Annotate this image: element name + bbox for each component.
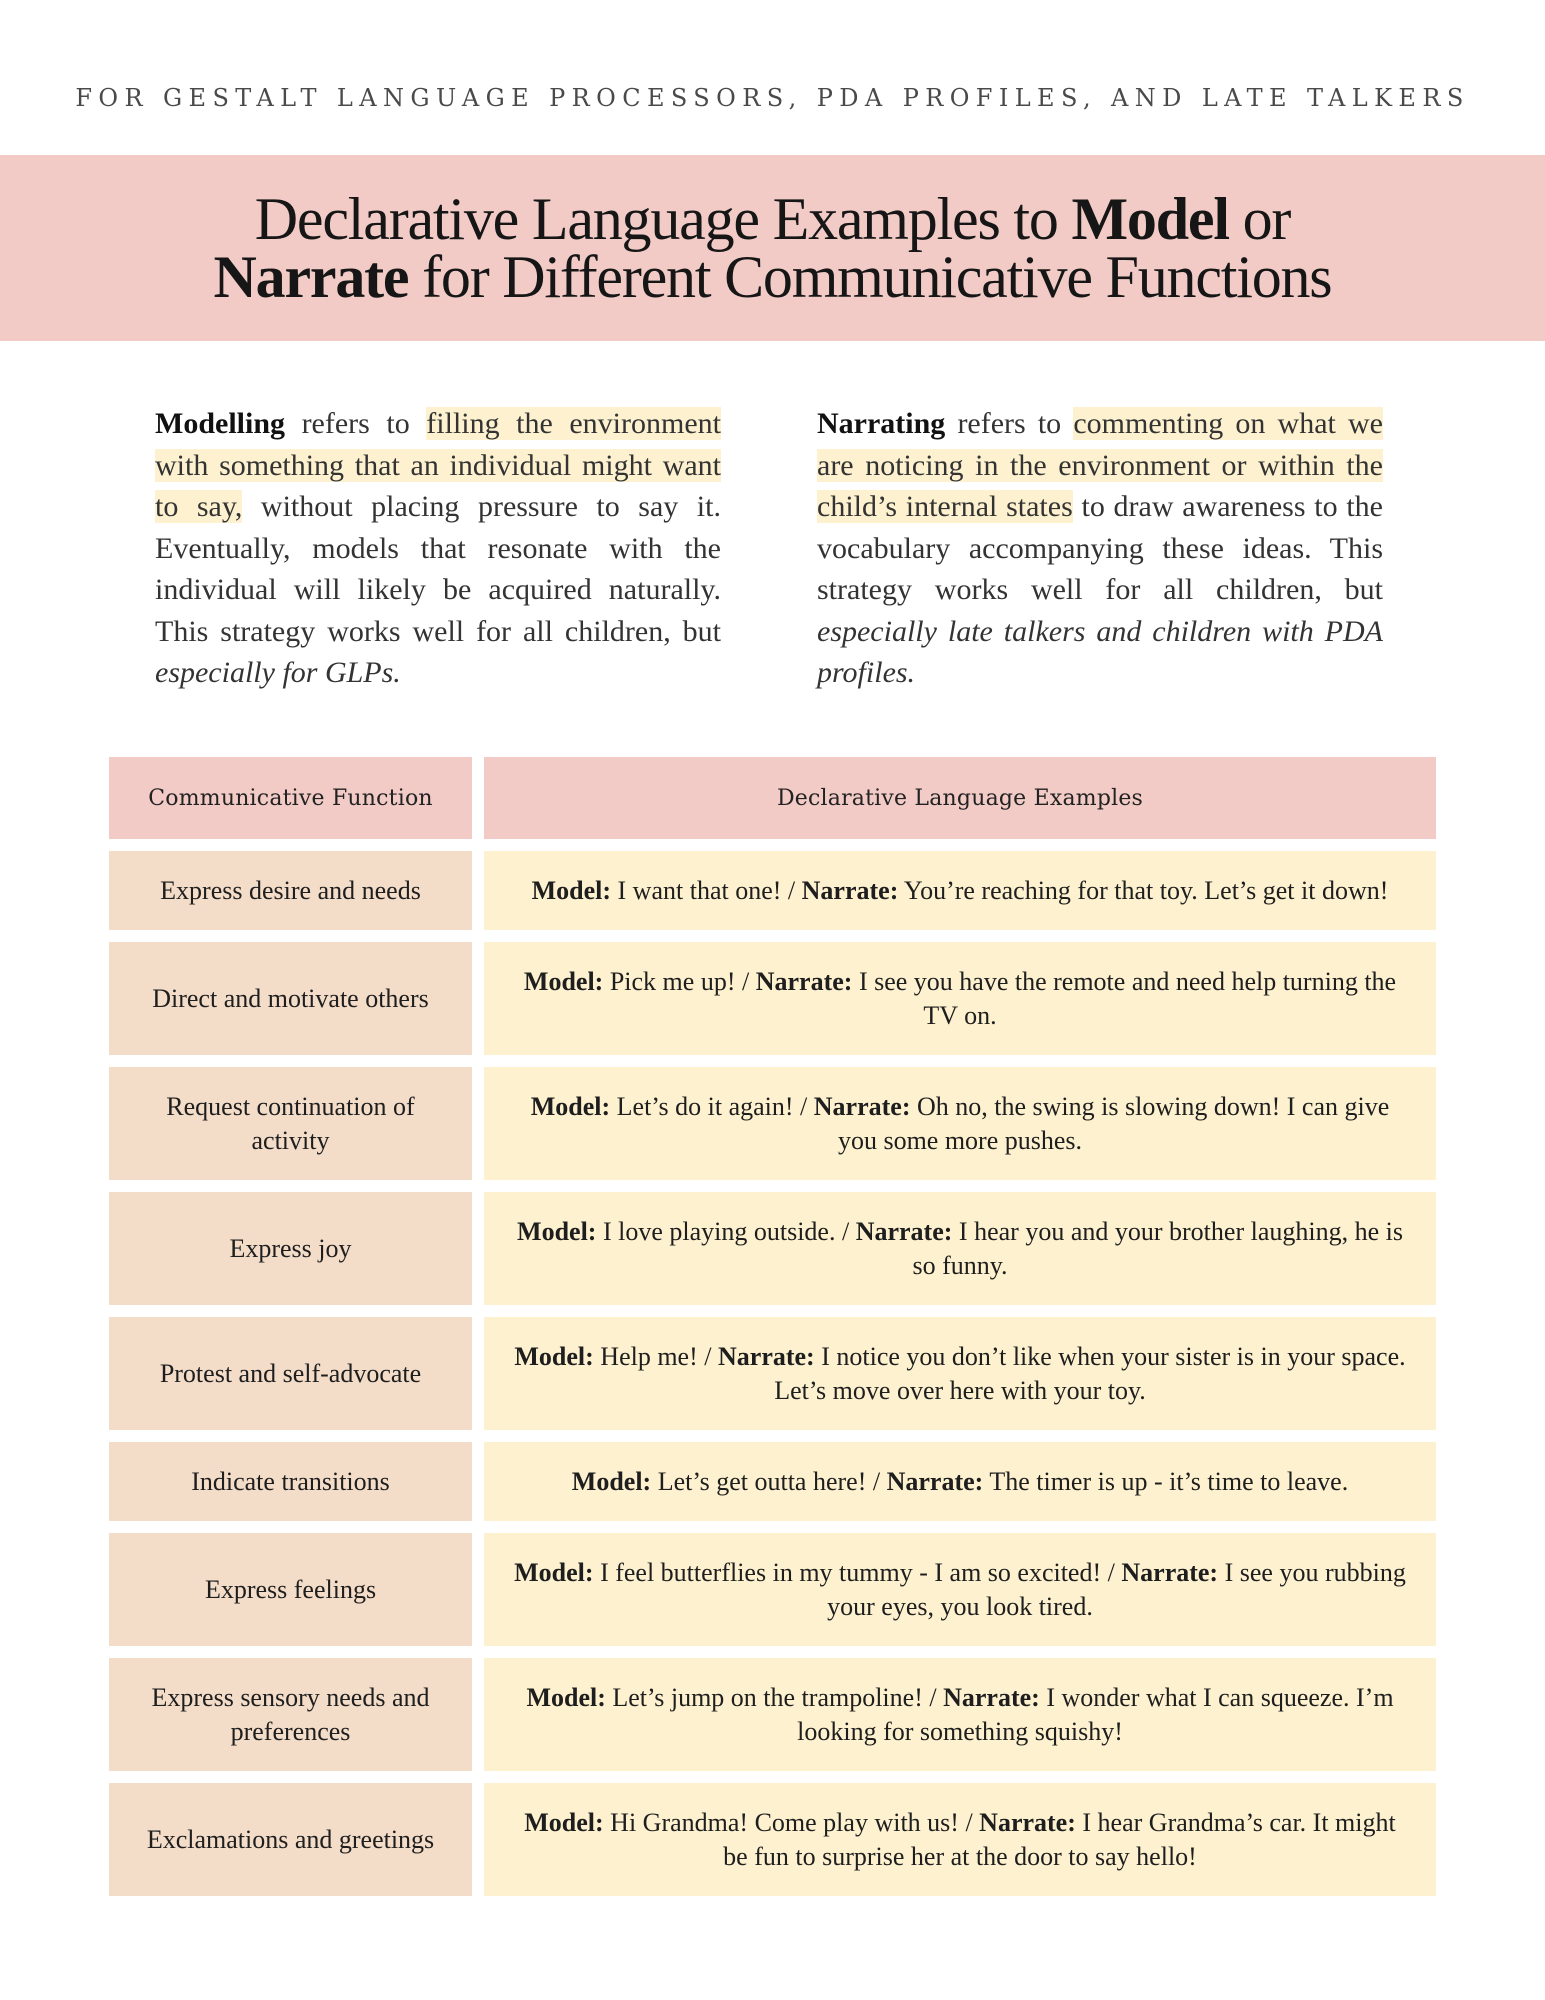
table-row bbox=[109, 1658, 1436, 1771]
separator: / bbox=[866, 1466, 887, 1496]
narrate-label: Narrate: bbox=[855, 1216, 953, 1246]
title-text: or bbox=[1228, 186, 1291, 252]
definition-emphasis: especially late talkers and children with PDA profiles. bbox=[817, 614, 1383, 689]
function-cell: Request continuation of activity bbox=[109, 1067, 472, 1180]
table-header-row bbox=[109, 757, 1436, 839]
model-label: Model: bbox=[517, 1216, 597, 1246]
example-cell bbox=[484, 1067, 1436, 1180]
title-line-2 bbox=[213, 244, 1332, 310]
header-communicative-function: Communicative Function bbox=[109, 757, 472, 839]
header-declarative-examples: Declarative Language Examples bbox=[484, 757, 1436, 839]
model-label: Model: bbox=[530, 1091, 611, 1121]
table-row bbox=[109, 851, 1436, 930]
narrate-label: Narrate: bbox=[813, 1091, 911, 1121]
title-model-word: Model bbox=[1071, 186, 1229, 252]
function-cell: Direct and motivate others bbox=[109, 942, 472, 1055]
separator: / bbox=[958, 1807, 980, 1837]
definition-text: refers to bbox=[285, 407, 427, 440]
example-cell bbox=[484, 1442, 1436, 1521]
model-label: Model: bbox=[524, 1807, 604, 1837]
narrating-term: Narrating bbox=[817, 407, 946, 440]
example-cell bbox=[484, 1533, 1436, 1646]
model-example: I want that one! bbox=[611, 875, 782, 905]
narrate-label: Narrate: bbox=[886, 1466, 984, 1496]
definition-highlight: commenting on what we are noticing in the environment or within the child’s internal states bbox=[817, 407, 1383, 523]
function-cell: Express sensory needs and preferences bbox=[109, 1658, 472, 1771]
table-row bbox=[109, 1317, 1436, 1430]
table-row bbox=[109, 1442, 1436, 1521]
model-label: Model: bbox=[531, 875, 612, 905]
narrate-example: I hear Grandma’s car. It might be fun to surprise her at the door to say hello! bbox=[723, 1807, 1396, 1871]
function-cell: Express joy bbox=[109, 1192, 472, 1305]
title-line-1 bbox=[254, 186, 1291, 252]
separator: / bbox=[922, 1682, 944, 1712]
narrate-example: I wonder what I can squeeze. I’m looking for something squishy! bbox=[797, 1682, 1394, 1746]
example-cell bbox=[484, 1783, 1436, 1896]
narrate-example: You’re reaching for that toy. Let’s get it down! bbox=[898, 875, 1389, 905]
function-cell: Protest and self-advocate bbox=[109, 1317, 472, 1430]
model-example: Help me! bbox=[593, 1341, 698, 1371]
table-row bbox=[109, 1533, 1436, 1646]
model-example: Let’s do it again! bbox=[610, 1091, 794, 1121]
example-cell bbox=[484, 851, 1436, 930]
title-banner bbox=[0, 155, 1545, 341]
definition-highlight: filling the environment with something that an individual might want to say, bbox=[155, 407, 721, 523]
function-cell: Express feelings bbox=[109, 1533, 472, 1646]
narrate-label: Narrate: bbox=[943, 1682, 1040, 1712]
narrate-example: I notice you don’t like when your sister is in your space. Let’s move over here with your toy. bbox=[774, 1341, 1406, 1405]
model-example: I feel butterflies in my tummy - I am so excited! bbox=[593, 1557, 1102, 1587]
model-label: Model: bbox=[514, 1341, 594, 1371]
narrate-label: Narrate: bbox=[718, 1341, 815, 1371]
example-cell bbox=[484, 1658, 1436, 1771]
separator: / bbox=[697, 1341, 718, 1371]
model-label: Model: bbox=[526, 1682, 606, 1712]
narrate-label: Narrate: bbox=[1121, 1557, 1219, 1587]
separator: / bbox=[835, 1216, 856, 1246]
page-kicker: FOR GESTALT LANGUAGE PROCESSORS, PDA PROFILES, AND LATE TALKERS bbox=[75, 84, 1470, 112]
modelling-term: Modelling bbox=[155, 407, 286, 440]
narrate-label: Narrate: bbox=[755, 966, 853, 996]
example-cell bbox=[484, 942, 1436, 1055]
modelling-definition bbox=[155, 403, 721, 694]
example-cell bbox=[484, 1192, 1436, 1305]
narrate-example: I see you rubbing your eyes, you look tired. bbox=[827, 1557, 1406, 1621]
model-label: Model: bbox=[571, 1466, 652, 1496]
table-row bbox=[109, 1783, 1436, 1896]
separator: / bbox=[781, 875, 802, 905]
narrate-label: Narrate: bbox=[801, 875, 899, 905]
table-row bbox=[109, 942, 1436, 1055]
example-cell bbox=[484, 1317, 1436, 1430]
model-label: Model: bbox=[523, 966, 604, 996]
title-narrate-word: Narrate bbox=[213, 244, 409, 310]
model-label: Model: bbox=[514, 1557, 594, 1587]
function-cell: Indicate transitions bbox=[109, 1442, 472, 1521]
definition-text: without placing pressure to say it. Eventually, models that resonate with the individual will likely be acquired naturally. This strategy works well for all children, but bbox=[155, 490, 721, 648]
separator: / bbox=[735, 966, 756, 996]
separator: / bbox=[1101, 1557, 1122, 1587]
model-example: I love playing outside. bbox=[596, 1216, 836, 1246]
model-example: Pick me up! bbox=[603, 966, 736, 996]
title-text: for Different Communicative Functions bbox=[408, 244, 1332, 310]
narrate-example: Oh no, the swing is slowing down! I can give you some more pushes. bbox=[837, 1091, 1390, 1155]
narrate-label: Narrate: bbox=[979, 1807, 1076, 1837]
model-example: Hi Grandma! Come play with us! bbox=[603, 1807, 959, 1837]
narrating-definition bbox=[817, 403, 1383, 694]
title-text: Declarative Language Examples to bbox=[254, 186, 1072, 252]
model-example: Let’s get outta here! bbox=[651, 1466, 867, 1496]
function-cell: Exclamations and greetings bbox=[109, 1783, 472, 1896]
narrate-example: The timer is up - it’s time to leave. bbox=[983, 1466, 1349, 1496]
separator: / bbox=[793, 1091, 814, 1121]
definition-emphasis: especially for GLPs. bbox=[155, 656, 401, 689]
narrate-example: I hear you and your brother laughing, he is so funny. bbox=[912, 1216, 1403, 1280]
definition-text: to draw awareness to the vocabulary accompanying these ideas. This strategy works well for all children, but bbox=[817, 490, 1383, 606]
table-row bbox=[109, 1192, 1436, 1305]
examples-table bbox=[109, 757, 1436, 1908]
table-row bbox=[109, 1067, 1436, 1180]
model-example: Let’s jump on the trampoline! bbox=[605, 1682, 923, 1712]
function-cell: Express desire and needs bbox=[109, 851, 472, 930]
narrate-example: I see you have the remote and need help turning the TV on. bbox=[852, 966, 1397, 1030]
definition-text: refers to bbox=[945, 407, 1074, 440]
